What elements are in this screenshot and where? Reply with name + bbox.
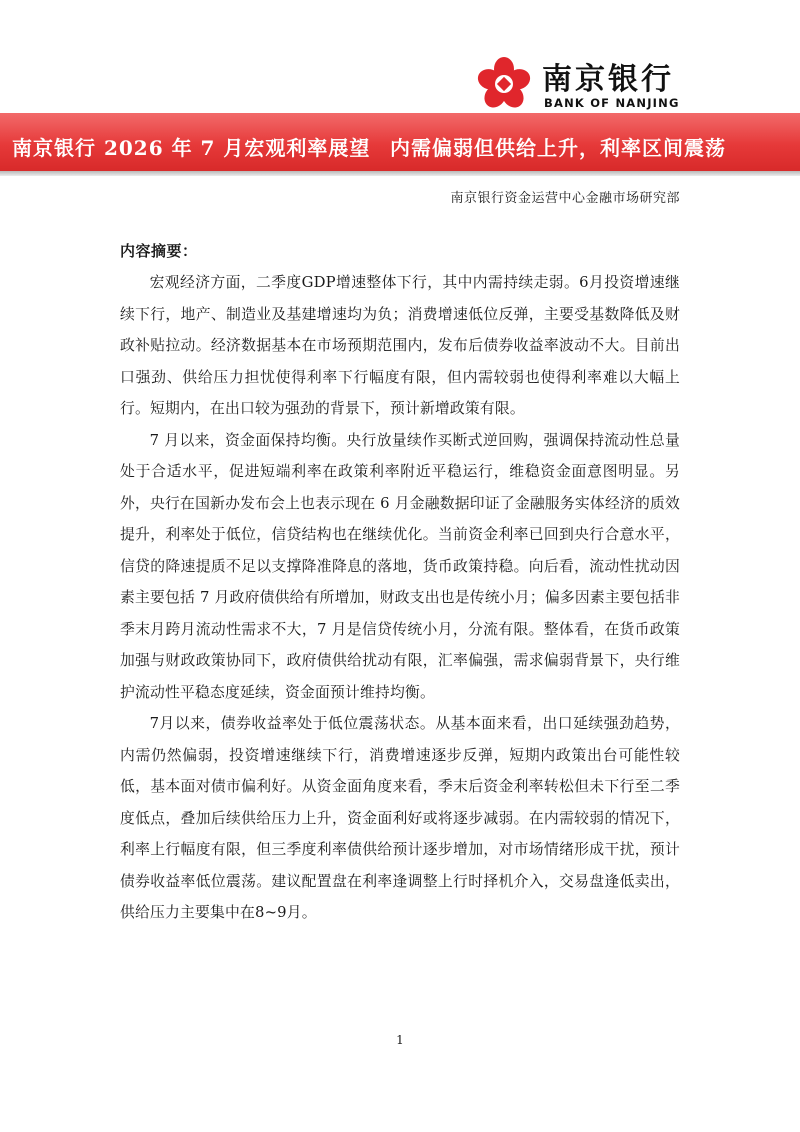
bank-logo [476, 52, 686, 116]
bank-name-en: BANK OF NANJING [544, 96, 680, 110]
summary-paragraph-macro: 宏观经济方面，二季度GDP增速整体下行，其中内需持续走弱。6月投资增速继续下行，地产、制造业及基建增速均为负；消费增速低位反弹，主要受基数降低及财政补贴拉动。经济数据基本在市场预期范围内，发布后债券收益率波动不大。目前出口强劲、供给压力担忧使得利率下行幅度有限，但内需较弱也使得利率难以大幅上行。短期内，在出口较为强劲的背景下，预计新增政策有限。 [120, 274, 680, 417]
banner-shadow [0, 171, 800, 176]
department-label: 南京银行资金运营中心金融市场研究部 [450, 191, 680, 206]
bank-emblem-icon [476, 56, 532, 112]
summary-heading: 内容摘要： [120, 242, 198, 260]
page-number: 1 [396, 1033, 404, 1047]
summary-paragraph-bonds: 7月以来，债券收益率处于低位震荡状态。从基本面来看，出口延续强劲趋势，内需仍然偏弱，投资增速继续下行，消费增速逐步反弹，短期内政策出台可能性较低，基本面对债市偏利好。从资金面角度来看，季末后资金利率转松但未下行至二季度低点，叠加后续供给压力上升，资金面利好或将逐步减弱。在内需较弱的情况下，利率上行幅度有限，但三季度利率债供给预计逐步增加，对市场情绪形成干扰，预计债券收益率低位震荡。建议配置盘在利率逢调整上行时择机介入，交易盘逢低卖出，供给压力主要集中在8~9月。 [120, 715, 680, 921]
summary-section [120, 240, 680, 929]
report-subtitle: 内需偏弱但供给上升，利率区间震荡 [390, 136, 726, 160]
summary-paragraph-liquidity: 7 月以来，资金面保持均衡。央行放量续作买断式逆回购，强调保持流动性总量处于合适水平，促进短端利率在政策利率附近平稳运行，维稳资金面意图明显。另外，央行在国新办发布会上也表示现在 6 月金融数据印证了金融服务实体经济的质效提升，利率处于低位，信贷结构也在继续优化。当前资金利率已回到央行合意水平，信贷的降速提质不足以支撑降准降息的落地，货币政策持稳。向后看，流动性扰动因素主要包括 7 月政府债供给有所增加，财政支出也是传统小月；偏多因素主要包括非季末月跨月流动性需求不大，7 月是信贷传统小月，分流有限。整体看，在货币政策加强与财政政策协同下，政府债供给扰动有限，汇率偏强，需求偏弱背景下，央行维护流动性平稳态度延续，资金面预计维持均衡。 [120, 431, 680, 701]
report-title: 南京银行 2026 年 7 月宏观利率展望 [12, 136, 371, 160]
bank-name-cn: 南京银行 [542, 62, 674, 97]
